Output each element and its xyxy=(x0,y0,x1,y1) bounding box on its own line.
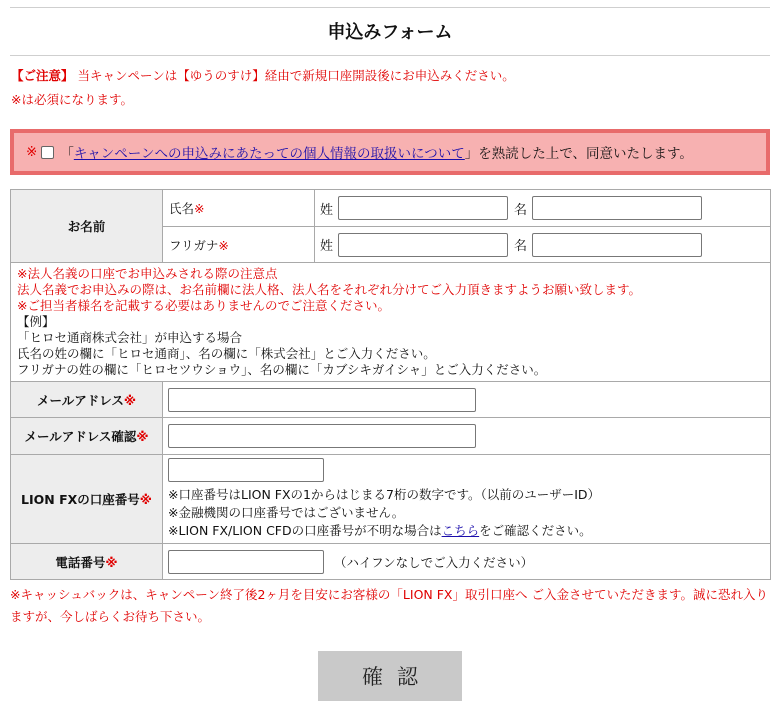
corporate-note-line: 法人名義でお申込みの際は、お名前欄に法人格、法人名をそれぞれ分けてご入力頂きますようお願い致します。 xyxy=(17,282,642,297)
phone-input[interactable] xyxy=(168,550,324,574)
kana-mei-input[interactable] xyxy=(532,233,702,257)
account-field-cell xyxy=(163,455,771,544)
consent-open-quote: 「 xyxy=(60,146,74,162)
consent-required-mark: ※ xyxy=(26,144,38,160)
phone-label-text: 電話番号 xyxy=(55,554,106,570)
caution-tag: 【ご注意】 xyxy=(11,68,74,83)
account-number-input[interactable] xyxy=(168,458,324,482)
example-line: フリガナの姓の欄に「ヒロセツウショウ」、名の欄に「カブシキガイシャ」とご入力ください。 xyxy=(17,362,547,377)
email-label xyxy=(11,382,163,418)
email-confirm-row xyxy=(11,418,771,455)
privacy-policy-link[interactable]: キャンペーンへの申込みにあたっての個人情報の取扱いについて xyxy=(73,146,465,162)
account-help-link[interactable]: こちら xyxy=(441,523,480,538)
phone-row xyxy=(11,544,771,580)
phone-label xyxy=(11,544,163,580)
fullname-fields xyxy=(315,190,771,227)
phone-field-cell xyxy=(163,544,771,580)
email-confirm-label-text: メールアドレス確認 xyxy=(24,429,137,444)
confirm-button[interactable]: 確認 xyxy=(318,651,462,701)
application-form xyxy=(10,189,771,580)
required-mark: ※ xyxy=(136,429,149,444)
phone-hint: （ハイフンなしでご入力ください） xyxy=(334,554,534,570)
account-note-3 xyxy=(168,522,770,540)
email-confirm-label xyxy=(11,418,163,455)
fullname-label-text: 氏名 xyxy=(169,201,195,216)
consent-box xyxy=(10,129,770,175)
consent-suffix: 」を熟読した上で、同意いたします。 xyxy=(464,146,693,162)
corporate-note-row xyxy=(11,263,771,382)
email-row xyxy=(11,382,771,418)
name-row xyxy=(11,190,771,227)
email-label-text: メールアドレス xyxy=(36,392,124,408)
sei-input[interactable] xyxy=(338,196,508,220)
example-line: 「ヒロセ通商株式会社」が申込する場合 xyxy=(17,330,243,345)
kana-sei-label: 姓 xyxy=(320,239,334,254)
account-note-2: ※金融機関の口座番号ではございません。 xyxy=(168,505,405,520)
account-note-1: ※口座番号はLION FXの1からはじまる7桁の数字です。（以前のユーザーID） xyxy=(168,487,601,502)
fullname-label xyxy=(163,190,315,227)
email-field-cell xyxy=(163,382,771,418)
account-label-text: LION FXの口座番号 xyxy=(21,492,140,507)
required-mark: ※ xyxy=(105,554,118,570)
email-input[interactable] xyxy=(168,388,476,412)
cashback-note: ※キャッシュバックは、キャンペーン終了後2ヶ月を目安にお客様の「LION FX」取引口座へ ご入金させていただきます。誠に恐れ入りますが、今しばらくお待ち下さい。 xyxy=(10,587,768,624)
required-mark: ※ xyxy=(123,392,137,408)
account-row xyxy=(11,455,771,544)
kana-label xyxy=(163,227,315,263)
account-note-3-pre: ※LION FX/LION CFDの口座番号が不明な場合は xyxy=(168,523,442,538)
name-label: お名前 xyxy=(11,190,163,263)
corporate-note-line: ※ご担当者様名を記載する必要はありませんのでご注意ください。 xyxy=(17,298,390,313)
consent-checkbox[interactable] xyxy=(41,146,54,159)
sei-label: 姓 xyxy=(320,202,334,218)
account-note-3-post: をご確認ください。 xyxy=(479,523,592,538)
required-mark: ※ xyxy=(218,237,229,253)
kana-mei-label: 名 xyxy=(514,239,528,254)
corporate-note xyxy=(11,263,771,382)
required-mark: ※ xyxy=(139,492,152,507)
page-title: 申込みフォーム xyxy=(10,7,770,56)
kana-sei-input[interactable] xyxy=(338,233,508,257)
caution-text: 当キャンペーンは【ゆうのすけ】経由で新規口座開設後にお申込みください。 xyxy=(73,68,515,83)
email-confirm-input[interactable] xyxy=(168,424,476,448)
kana-label-text: フリガナ xyxy=(169,237,219,253)
account-label xyxy=(11,455,163,544)
mei-input[interactable] xyxy=(532,196,702,220)
example-line: 氏名の姓の欄に「ヒロセ通商」、名の欄に「株式会社」とご入力ください。 xyxy=(17,346,436,361)
corporate-note-line: ※法人名義の口座でお申込みされる際の注意点 xyxy=(17,266,278,281)
example-line: 【例】 xyxy=(17,314,55,329)
email-confirm-field-cell xyxy=(163,418,771,455)
required-mark: ※ xyxy=(194,201,205,216)
campaign-caution xyxy=(11,66,515,84)
kana-fields xyxy=(315,227,771,263)
mei-label: 名 xyxy=(514,202,528,218)
required-note: ※は必須になります。 xyxy=(11,92,133,107)
